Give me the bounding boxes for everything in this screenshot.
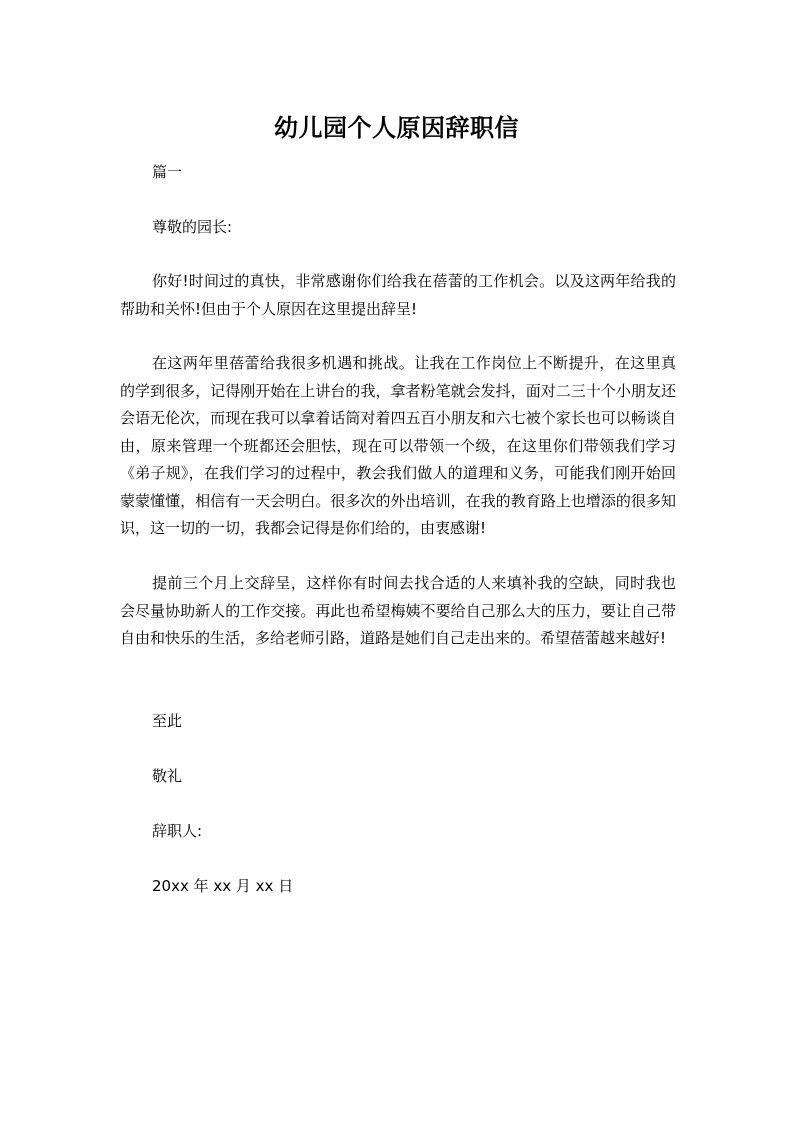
paragraph-notice: 提前三个月上交辞呈，这样你有时间去找合适的人来填补我的空缺，同时我也会尽量协助新人的工作交接。再此也希望梅姨不要给自己那么大的压力，要让自己带自由和快乐的生活，多给老师引路，道路是她们自己走出来的。希望蓓蕾越来越好! bbox=[120, 574, 676, 647]
signature-label: 辞职人: bbox=[152, 822, 203, 840]
closing-line-1: 至此 bbox=[152, 712, 183, 730]
section-label: 篇一 bbox=[152, 163, 183, 181]
document-title: 幼儿园个人原因辞职信 bbox=[274, 114, 519, 142]
paragraph-experience: 在这两年里蓓蕾给我很多机遇和挑战。让我在工作岗位上不断提升，在这里真的学到很多，记得刚开始在上讲台的我，拿者粉笔就会发抖，面对二三十个小朋友还会语无伦次，而现在我可以拿着话筒对着四五百小朋友和六七被个家长也可以畅谈自由，原来管理一个班都还会胆怯，现在可以带领一个级，在这里你们带领我们学习《弟子规》，在我们学习的过程中，教会我们做人的道理和义务，可能我们刚开始回蒙蒙懂懂，相信有一天会明白。很多次的外出培训，在我的教育路上也增添的很多知识，这一切的一切，我都会记得是你们给的，由衷感谢! bbox=[120, 354, 676, 537]
paragraph-greeting: 你好!时间过的真快，非常感谢你们给我在蓓蕾的工作机会。以及这两年给我的帮助和关怀!但由于个人原因在这里提出辞呈! bbox=[120, 272, 676, 318]
salutation: 尊敬的园长: bbox=[152, 218, 233, 236]
date-line: 20xx 年 xx 月 xx 日 bbox=[152, 877, 294, 895]
closing-line-2: 敬礼 bbox=[152, 767, 183, 785]
